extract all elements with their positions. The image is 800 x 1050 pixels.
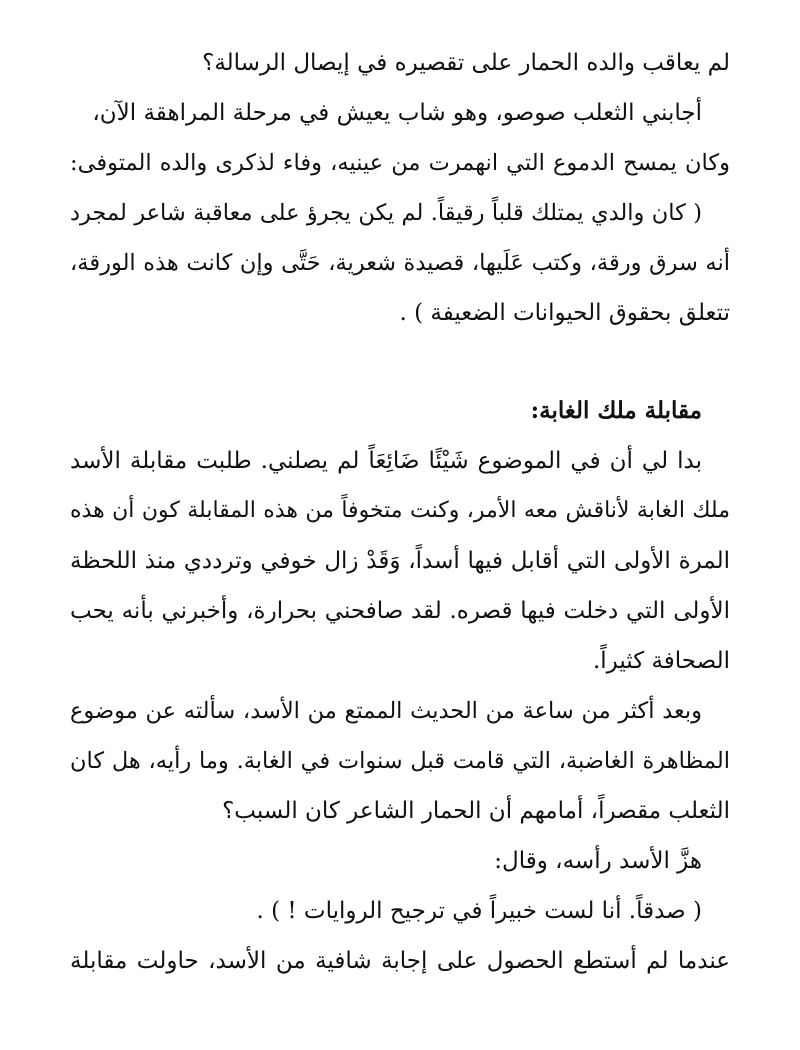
text-line: المرة الأولى التي أقابل فيها أسداً، وَقَدْ زال خوفي وترددي منذ اللحظة xyxy=(70,548,730,574)
text-line: أجابني الثعلب صوصو، وهو شاب يعيش في مرحلة المراهقة الآن، xyxy=(92,100,702,126)
section-heading: مقابلة ملك الغابة: xyxy=(530,397,702,424)
text-line: الصحافة كثيراً. xyxy=(592,648,730,674)
text-line: ملك الغابة لأناقش معه الأمر، وكنت متخوفاً من هذه المقابلة كون أن هذه xyxy=(70,498,730,523)
text-line: هزَّ الأسد رأسه، وقال: xyxy=(494,848,702,874)
text-line: ( صدقاً. أنا لست خبيراً في ترجيح الروايات ! ) . xyxy=(256,898,702,924)
text-line: تتعلق بحقوق الحيوانات الضعيفة ) . xyxy=(399,300,730,326)
text-line: المظاهرة الغاضبة، التي قامت قبل سنوات في الغابة. وما رأيه، هل كان xyxy=(70,748,730,774)
text-line: وكان يمسح الدموع التي انهمرت من عينيه، وفاء لذكرى والده المتوفى: xyxy=(70,150,730,176)
text-line: الثعلب مقصراً، أمامهم أن الحمار الشاعر كان السبب؟ xyxy=(222,798,730,824)
text-line: الأولى التي دخلت فيها قصره. لقد صافحني بحرارة، وأخبرني بأنه يحب xyxy=(70,598,730,624)
paragraph-gap xyxy=(70,338,730,386)
text-line: أنه سرق ورقة، وكتب عَلَيها، قصيدة شعرية، حَتَّى وإن كانت هذه الورقة، xyxy=(70,250,730,276)
text-line: وبعد أكثر من ساعة من الحديث الممتع من الأسد، سألته عن موضوع xyxy=(70,698,702,724)
text-line: بدا لي أن في الموضوع شَيْئًا ضَائِعَاً لم يصلني. طلبت مقابلة الأسد xyxy=(70,448,702,474)
document-page xyxy=(70,38,730,986)
text-line: عندما لم أستطع الحصول على إجابة شافية من الأسد، حاولت مقابلة xyxy=(70,948,730,974)
text-line: لم يعاقب والده الحمار على تقصيره في إيصال الرسالة؟ xyxy=(202,50,730,76)
text-line: ( كان والدي يمتلك قلباً رقيقاً. لم يكن يجرؤ على معاقبة شاعر لمجرد xyxy=(70,200,702,226)
